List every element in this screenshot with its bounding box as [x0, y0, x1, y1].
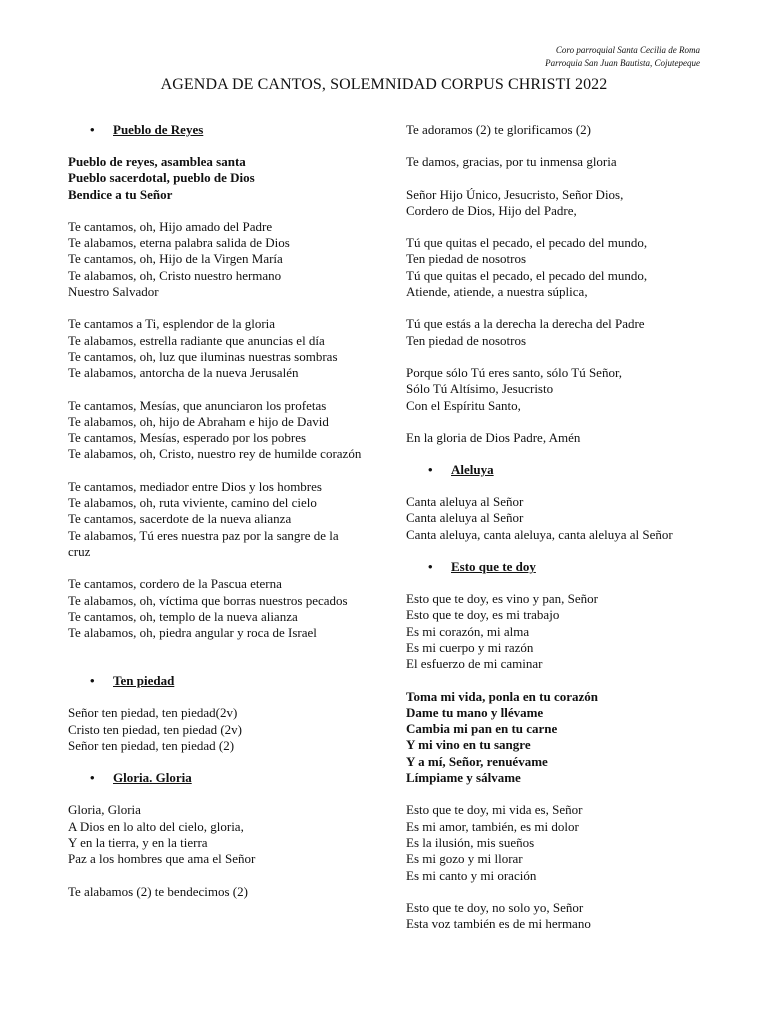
lyric-line: Cordero de Dios, Hijo del Padre,: [406, 202, 577, 218]
stanza: [406, 122, 712, 138]
song-aleluya: [406, 462, 712, 543]
stanza: [406, 365, 712, 414]
stanza: [406, 316, 712, 349]
lyric-line: Esto que te doy, es vino y pan, Señor: [406, 591, 598, 607]
song-title: [68, 673, 364, 689]
spacer: [68, 657, 364, 673]
lyric-line: Pueblo de reyes, asamblea santa: [68, 154, 246, 169]
stanza: [406, 591, 712, 672]
lyric-line: Atiende, atiende, a nuestra súplica,: [406, 284, 588, 300]
page-title: AGENDA DE CANTOS, SOLEMNIDAD CORPUS CHRISTI 2022: [160, 76, 608, 93]
lyric-line: Es mi gozo y mi llorar: [406, 851, 523, 867]
lyric-line: Cristo ten piedad, ten piedad (2v): [68, 721, 243, 737]
stanza: [68, 576, 364, 641]
lyric-line: Con el Espíritu Santo,: [406, 397, 521, 413]
lyric-line: Te cantamos, oh, Hijo amado del Padre: [68, 218, 273, 234]
song-title: [406, 462, 712, 478]
lyric-line: Es mi amor, también, es mi dolor: [406, 818, 579, 834]
lyric-line: Tú que quitas el pecado, el pecado del mundo,: [406, 267, 648, 283]
lyric-line: Porque sólo Tú eres santo, sólo Tú Señor,: [406, 364, 623, 380]
song-title-text: Gloria. Gloria: [113, 770, 192, 786]
song-title-text: Ten piedad: [113, 673, 175, 689]
lyric-line: Y a mí, Señor, renuévame: [406, 753, 548, 769]
lyric-line: Te alabamos, Tú eres nuestra paz por la sangre de la cruz: [68, 527, 339, 559]
bullet-icon: •: [90, 770, 95, 786]
lyric-line: Tú que estás a la derecha la derecha del Padre: [406, 316, 645, 332]
lyric-line: Esta voz también es de mi hermano: [406, 916, 591, 932]
lyric-line: Te alabamos, oh, ruta viviente, camino del cielo: [68, 495, 317, 511]
song-title-text: Pueblo de Reyes: [113, 122, 204, 137]
lyric-line: Es mi cuerpo y mi razón: [406, 639, 534, 655]
lyric-line: Tú que quitas el pecado, el pecado del mundo,: [406, 235, 648, 251]
lyric-line: Te alabamos, eterna palabra salida de Dios: [68, 235, 290, 251]
lyric-line: Esto que te doy, no solo yo, Señor: [406, 899, 584, 915]
lyric-line: Cambia mi pan en tu carne: [406, 721, 558, 737]
stanza: [406, 802, 712, 883]
lyric-line: Esto que te doy, mi vida es, Señor: [406, 802, 583, 818]
lyric-line: Te cantamos, oh, luz que iluminas nuestras sombras: [68, 348, 338, 364]
lyric-line: Ten piedad de nosotros: [406, 332, 527, 348]
song-gloria: [68, 770, 364, 899]
lyric-line: Te cantamos, Mesías, que anunciaron los profetas: [68, 397, 327, 413]
lyric-line: Te damos, gracias, por tu inmensa gloria: [406, 154, 617, 170]
lyric-line: Te alabamos, oh, Cristo, nuestro rey de humilde corazón: [68, 446, 362, 462]
lyric-line: El esfuerzo de mi caminar: [406, 656, 543, 672]
stanza: [68, 398, 364, 463]
lyric-line: Y en la tierra, y en la tierra: [68, 834, 208, 850]
lyric-line: Ten piedad de nosotros: [406, 251, 527, 267]
stanza: [406, 154, 712, 170]
song-title-text: Aleluya: [451, 462, 494, 478]
lyric-line: Te cantamos, sacerdote de la nueva alianza: [68, 511, 292, 527]
lyric-line: Paz a los hombres que ama el Señor: [68, 851, 256, 867]
bullet-icon: •: [90, 673, 95, 689]
lyric-line: Señor ten piedad, ten piedad(2v): [68, 705, 238, 721]
lyric-line: Te cantamos a Ti, esplendor de la gloria: [68, 316, 276, 332]
lyric-line: A Dios en lo alto del cielo, gloria,: [68, 818, 244, 834]
lyric-line: Y mi vino en tu sangre: [406, 737, 531, 753]
lyric-line: Te alabamos, antorcha de la nueva Jerusalén: [68, 365, 299, 381]
song-title: [68, 770, 364, 786]
chorus: [406, 689, 712, 787]
parish-name: Parroquia San Juan Bautista, Cojutepeque: [545, 58, 700, 68]
stanza: [406, 187, 712, 220]
lyric-line: Canta aleluya, canta aleluya, canta aleluya al Señor: [406, 526, 673, 542]
chorus: [68, 154, 364, 203]
stanza: [68, 884, 364, 900]
lyric-line: Te alabamos, oh, Cristo nuestro hermano: [68, 267, 282, 283]
stanza: [68, 219, 364, 300]
lyric-line: En la gloria de Dios Padre, Amén: [406, 429, 581, 445]
lyric-line: Te cantamos, Mesías, esperado por los pobres: [68, 430, 307, 446]
lyric-line: Te alabamos, oh, hijo de Abraham e hijo de David: [68, 413, 329, 429]
stanza: [68, 705, 364, 754]
song-ten-piedad: [68, 673, 364, 754]
lyric-line: Canta aleluya al Señor: [406, 494, 524, 510]
stanza: [406, 430, 712, 446]
stanza: [68, 316, 364, 381]
song-esto-que-te-doy: [406, 559, 712, 932]
left-column: [68, 122, 364, 916]
lyric-line: Te cantamos, mediador entre Dios y los hombres: [68, 478, 322, 494]
lyric-line: Te cantamos, oh, templo de la nueva alianza: [68, 608, 298, 624]
stanza: [68, 802, 364, 867]
lyric-line: Sólo Tú Altísimo, Jesucristo: [406, 381, 554, 397]
lyric-line: Toma mi vida, ponla en tu corazón: [406, 688, 599, 704]
lyric-line: Gloria, Gloria: [68, 802, 141, 818]
bullet-icon: •: [428, 559, 433, 575]
song-gloria-continued: [406, 122, 712, 446]
lyric-line: Te adoramos (2) te glorificamos (2): [406, 122, 591, 137]
lyric-line: Nuestro Salvador: [68, 284, 159, 300]
bullet-icon: •: [428, 462, 433, 478]
lyric-line: Te cantamos, cordero de la Pascua eterna: [68, 576, 282, 592]
lyric-line: Te alabamos, estrella radiante que anuncias el día: [68, 332, 325, 348]
choir-header: [545, 44, 700, 70]
stanza: [406, 235, 712, 300]
lyric-line: Es la ilusión, mis sueños: [406, 834, 535, 850]
stanza: [406, 494, 712, 543]
song-title-text: Esto que te doy: [451, 559, 536, 575]
stanza: [406, 900, 712, 933]
right-column: [406, 122, 712, 948]
bullet-icon: •: [90, 122, 95, 137]
lyric-line: Pueblo sacerdotal, pueblo de Dios: [68, 170, 255, 186]
lyric-line: Te alabamos, oh, piedra angular y roca de Israel: [68, 625, 317, 641]
lyric-line: Canta aleluya al Señor: [406, 510, 524, 526]
lyric-line: Es mi canto y mi oración: [406, 867, 537, 883]
lyric-line: Es mi corazón, mi alma: [406, 623, 530, 639]
song-pueblo-de-reyes: [68, 122, 364, 641]
lyric-line: Límpiame y sálvame: [406, 770, 521, 786]
lyric-line: Señor ten piedad, ten piedad (2): [68, 738, 235, 754]
song-title: [406, 559, 712, 575]
choir-name: Coro parroquial Santa Cecilia de Roma: [555, 45, 700, 55]
lyric-line: Esto que te doy, es mi trabajo: [406, 607, 560, 623]
song-title: [68, 122, 364, 138]
lyric-line: Te cantamos, oh, Hijo de la Virgen María: [68, 251, 283, 267]
stanza: [68, 479, 364, 560]
lyric-line: Señor Hijo Único, Jesucristo, Señor Dios,: [406, 186, 624, 202]
lyric-line: Te alabamos (2) te bendecimos (2): [68, 883, 248, 899]
lyric-line: Te alabamos, oh, víctima que borras nuestros pecados: [68, 592, 348, 608]
lyric-line: Dame tu mano y llévame: [406, 704, 544, 720]
lyric-line: Bendice a tu Señor: [68, 186, 173, 202]
